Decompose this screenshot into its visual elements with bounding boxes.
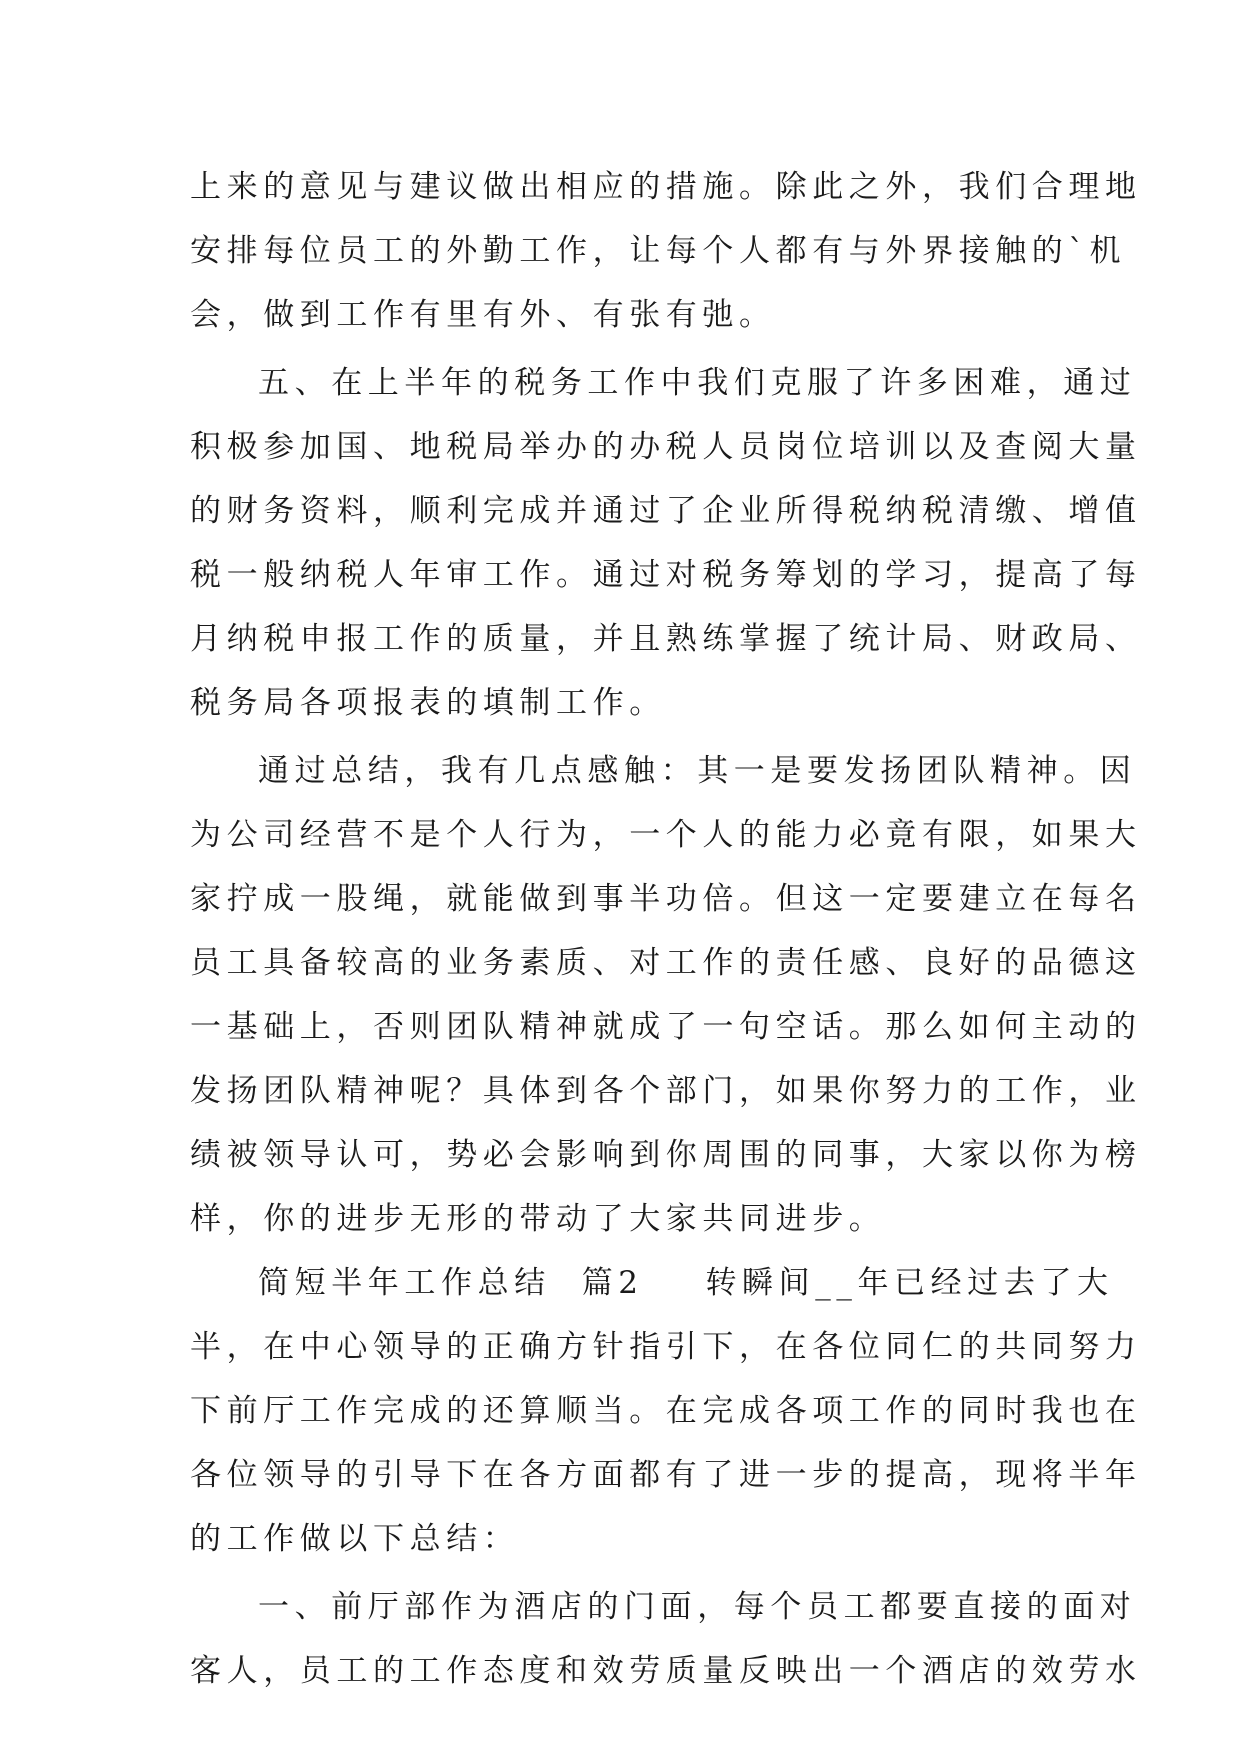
paragraph-start-line: 通过总结，我有几点感触：其一是要发扬团队精神。因 bbox=[258, 753, 1137, 789]
paragraph-start-line: 五、在上半年的税务工作中我们克服了许多困难，通过 bbox=[258, 365, 1137, 401]
text-line: 样，你的进步无形的带动了大家共同进步。 bbox=[190, 1201, 886, 1237]
text-line: 会，做到工作有里有外、有张有弛。 bbox=[190, 297, 776, 333]
text-line: 安排每位员工的外勤工作，让每个人都有与外界接触的`机 bbox=[190, 233, 1127, 269]
text-line: 绩被领导认可，势必会影响到你周围的同事，大家以你为榜 bbox=[190, 1137, 1142, 1173]
text-line: 税务局各项报表的填制工作。 bbox=[190, 685, 666, 721]
text-line: 发扬团队精神呢？具体到各个部门，如果你努力的工作，业 bbox=[190, 1073, 1142, 1109]
text-line: 家拧成一股绳，就能做到事半功倍。但这一定要建立在每名 bbox=[190, 881, 1142, 917]
text-line: 一基础上，否则团队精神就成了一句空话。那么如何主动的 bbox=[190, 1009, 1142, 1045]
text-line: 半，在中心领导的正确方针指引下，在各位同仁的共同努力 bbox=[190, 1329, 1142, 1365]
text-line: 税一般纳税人年审工作。通过对税务筹划的学习，提高了每 bbox=[190, 557, 1142, 593]
text-line: 积极参加国、地税局举办的办税人员岗位培训以及查阅大量 bbox=[190, 429, 1142, 465]
text-line: 为公司经营不是个人行为，一个人的能力必竟有限，如果大 bbox=[190, 817, 1142, 853]
document-body bbox=[190, 155, 1142, 1703]
text-line: 各位领导的引导下在各方面都有了进一步的提高，现将半年 bbox=[190, 1457, 1142, 1493]
text-line: 上来的意见与建议做出相应的措施。除此之外，我们合理地 bbox=[190, 169, 1142, 205]
text-line: 下前厅工作完成的还算顺当。在完成各项工作的同时我也在 bbox=[190, 1393, 1142, 1429]
text-line: 月纳税申报工作的质量，并且熟练掌握了统计局、财政局、 bbox=[190, 621, 1142, 657]
text-line: 客人，员工的工作态度和效劳质量反映出一个酒店的效劳水 bbox=[190, 1653, 1142, 1689]
text-line: 员工具备较高的业务素质、对工作的责任感、良好的品德这 bbox=[190, 945, 1142, 981]
section-heading-line: 简短半年工作总结 篇2 转瞬间__年已经过去了大 bbox=[258, 1265, 1114, 1301]
text-line: 的工作做以下总结： bbox=[190, 1521, 520, 1557]
text-line: 的财务资料，顺利完成并通过了企业所得税纳税清缴、增值 bbox=[190, 493, 1142, 529]
paragraph-start-line: 一、前厅部作为酒店的门面，每个员工都要直接的面对 bbox=[258, 1589, 1137, 1625]
